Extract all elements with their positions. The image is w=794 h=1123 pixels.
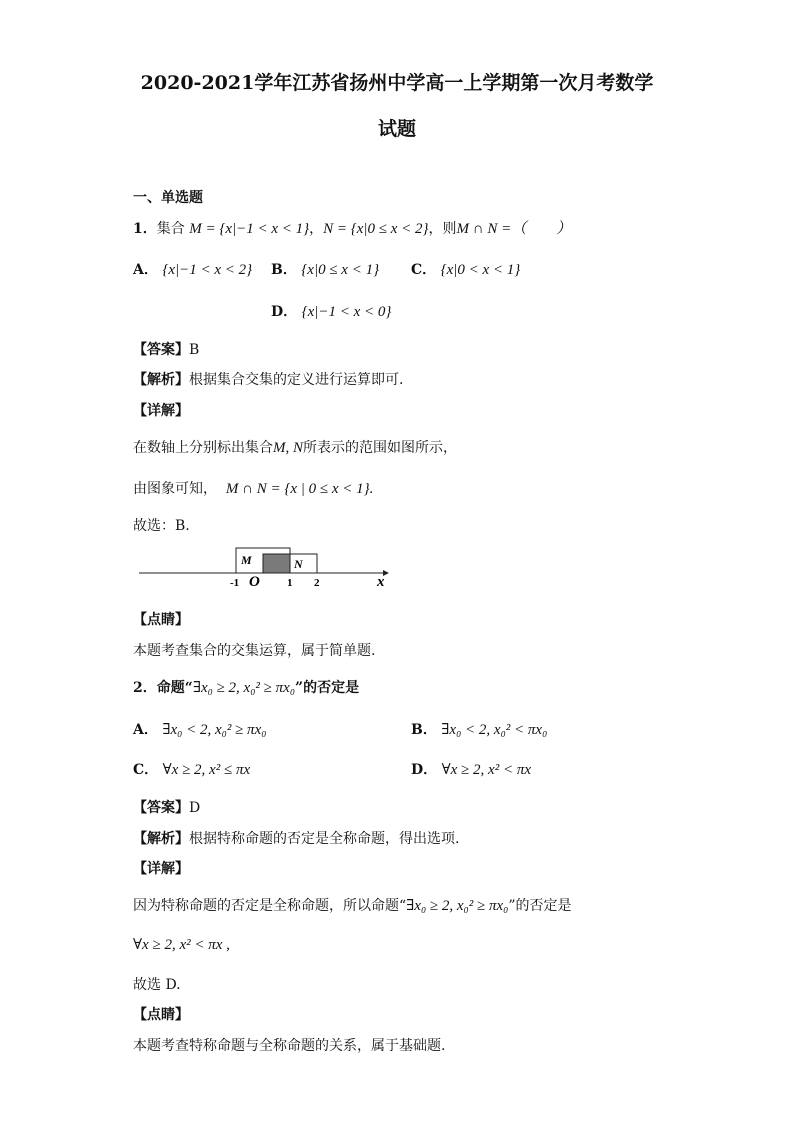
q1-detail-line2-a: 由图象可知，	[133, 481, 217, 497]
label-x: x	[377, 574, 385, 590]
q1-detail-line1-b: M, N	[273, 440, 303, 456]
q1-detail-line1	[133, 437, 457, 457]
q2-answer-tag: 【答案】	[133, 800, 189, 816]
q1-option-c	[411, 259, 520, 279]
q1-set-N: N = {x|0 ≤ x < 2}	[323, 221, 429, 237]
q2-answer-value: D	[189, 800, 201, 816]
q2-stem-prefix: 命题“	[156, 680, 193, 696]
q1-answer-tag: 【答案】	[133, 342, 189, 358]
q2-option-b-text: ∃x₀ < 2, x₀² < πx₀	[441, 722, 548, 738]
q2-option-b	[411, 719, 547, 739]
q2-option-a-label: A．	[133, 722, 158, 738]
document-title-line1: 2020-2021学年江苏省扬州中学高一上学期第一次月考数学	[140, 72, 654, 94]
q1-stem	[133, 217, 571, 238]
q2-option-b-label: B．	[411, 722, 437, 738]
q1-option-c-text: {x|0 < x < 1}	[440, 262, 521, 278]
q1-comma: ，	[309, 221, 324, 237]
q1-detail-tag: 【详解】	[133, 403, 189, 419]
label-N: N	[294, 557, 303, 571]
q1-intersection: M ∩ N =（ ）	[456, 221, 572, 237]
q2-analysis-tag: 【解析】	[133, 831, 189, 847]
label-M: M	[241, 553, 252, 567]
q1-then: ，则	[428, 221, 457, 237]
q1-option-d	[271, 301, 391, 321]
q1-analysis-text: 根据集合交集的定义进行运算即可.	[189, 372, 404, 388]
q2-option-d	[411, 759, 531, 779]
intersection-shaded	[263, 554, 290, 573]
q2-stem-math: ∃x₀ ≥ 2, x₀² ≥ πx₀	[192, 680, 296, 696]
q1-option-a	[133, 259, 252, 279]
q1-detail-line1-c: 所表示的范围如图所示，	[303, 440, 457, 456]
q1-answer-value: B	[189, 342, 200, 358]
q2-detail-line2: ∀x ≥ 2, x² < πx ,	[133, 937, 230, 953]
tick-label-2: 2	[314, 577, 320, 589]
q1-number: 1．	[133, 221, 157, 237]
q2-detail-line1-a: 因为特称命题的否定是全称命题，所以命题“	[133, 898, 407, 914]
q1-option-b	[271, 259, 379, 279]
q2-detail-tag: 【详解】	[133, 861, 189, 877]
q1-option-c-label: C．	[411, 262, 437, 278]
q2-number: 2．	[133, 680, 157, 696]
q1-option-d-text: {x|−1 < x < 0}	[301, 304, 392, 320]
q2-detail-line1	[133, 895, 572, 915]
q2-analysis	[133, 828, 459, 848]
section-heading: 一、单选题	[133, 190, 203, 206]
q2-option-c-text: ∀x ≥ 2, x² ≤ πx	[162, 762, 251, 778]
label-origin: O	[249, 574, 260, 590]
q2-analysis-text: 根据特称命题的否定是全称命题，得出选项.	[189, 831, 460, 847]
q1-comment: 本题考查集合的交集运算，属于简单题.	[133, 643, 376, 659]
q1-option-b-label: B．	[271, 262, 297, 278]
q2-detail-line1-b: ∃x₀ ≥ 2, x₀² ≥ πx₀	[406, 898, 509, 914]
q2-detail-line1-c: ”的否定是	[508, 898, 572, 914]
q1-set-M: M = {x|−1 < x < 1}	[189, 221, 310, 237]
q2-option-a	[133, 719, 266, 739]
q1-comment-tag: 【点睛】	[133, 612, 189, 628]
q2-comment-tag: 【点睛】	[133, 1007, 189, 1023]
q1-answer	[133, 339, 199, 359]
q1-option-b-text: {x|0 ≤ x < 1}	[301, 262, 380, 278]
q2-option-c-label: C．	[133, 762, 159, 778]
q1-detail-line1-a: 在数轴上分别标出集合	[133, 440, 273, 456]
q2-stem	[133, 677, 359, 697]
q2-option-a-text: ∃x₀ < 2, x₀² ≥ πx₀	[162, 722, 267, 738]
number-line-figure	[133, 544, 393, 592]
q1-option-a-text: {x|−1 < x < 2}	[162, 262, 253, 278]
tick-label-minus1: -1	[230, 577, 240, 589]
q2-answer	[133, 797, 200, 817]
q2-conclusion: 故选 D.	[133, 977, 181, 993]
q1-stem-prefix: 集合	[156, 221, 185, 237]
q1-analysis	[133, 369, 403, 389]
q2-option-d-text: ∀x ≥ 2, x² < πx	[441, 762, 531, 778]
q1-conclusion: 故选：B.	[133, 518, 190, 534]
tick-label-1: 1	[287, 577, 293, 589]
q2-comment: 本题考查特称命题与全称命题的关系，属于基础题.	[133, 1038, 446, 1054]
q1-detail-line2-b: M ∩ N = {x | 0 ≤ x < 1}.	[225, 481, 374, 497]
q1-analysis-tag: 【解析】	[133, 372, 189, 388]
q2-stem-suffix: ”的否定是	[295, 680, 360, 696]
q2-option-d-label: D．	[411, 762, 438, 778]
q1-option-d-label: D．	[271, 304, 298, 320]
q1-detail-line2	[133, 478, 373, 498]
q1-option-a-label: A．	[133, 262, 158, 278]
document-title-line2: 试题	[377, 118, 416, 140]
q2-option-c	[133, 759, 250, 779]
